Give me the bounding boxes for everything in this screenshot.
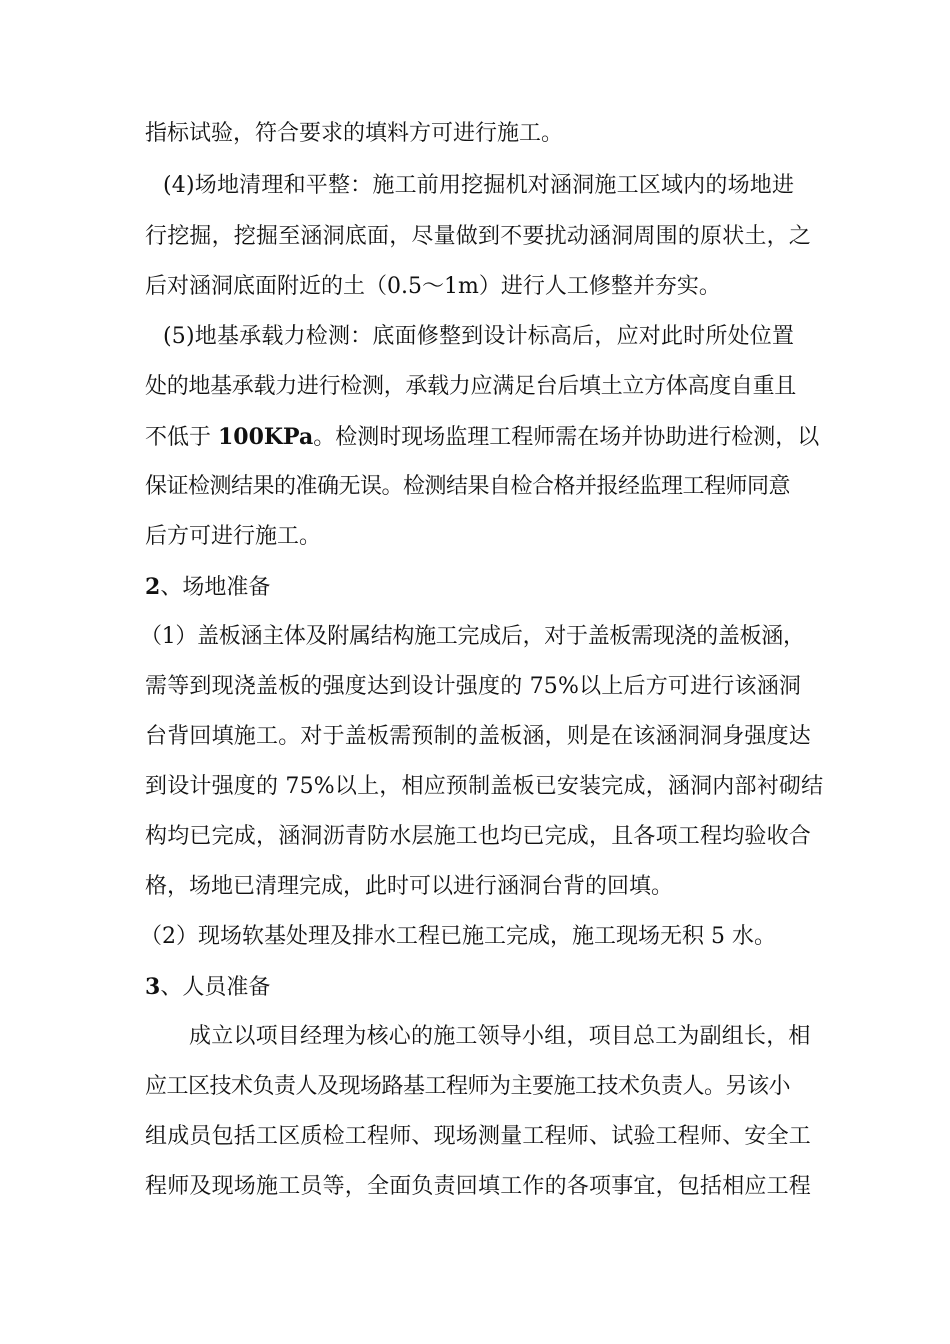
- paragraph-line: 格，场地已清理完成，此时可以进行涵洞台背的回填。: [145, 874, 674, 899]
- paragraph-line: （2）现场软基处理及排水工程已施工完成，施工现场无积 5 水。: [140, 924, 776, 949]
- paragraph-line: [145, 423, 820, 451]
- paragraph-line: 构均已完成，涵洞沥青防水层施工也均已完成，且各项工程均验收合: [145, 824, 812, 849]
- paragraph-line: 指标试验，符合要求的填料方可进行施工。: [145, 121, 564, 146]
- paragraph-line: 保证检测结果的准确无误。检测结果自检合格并报经监理工程师同意: [145, 474, 791, 499]
- bearing-capacity-value: 100KPa: [218, 424, 314, 450]
- paragraph-line: 组成员包括工区质检工程师、现场测量工程师、试验工程师、安全工: [145, 1124, 812, 1149]
- paragraph-line: (5)地基承载力检测：底面修整到设计标高后，应对此时所处位置: [163, 324, 795, 349]
- paragraph-line: 处的地基承载力进行检测，承载力应满足台后填土立方体高度自重且: [145, 374, 797, 399]
- paragraph-line: 台背回填施工。对于盖板需预制的盖板涵，则是在该涵洞洞身强度达: [145, 724, 812, 749]
- paragraph-line: 需等到现浇盖板的强度达到设计强度的 75%以上后方可进行该涵洞: [145, 674, 802, 699]
- section-number: 3: [145, 974, 161, 1000]
- text-segment: 。检测时现场监理工程师需在场并协助进行检测，以: [313, 425, 820, 450]
- paragraph-line: 后方可进行施工。: [145, 524, 322, 549]
- section-title: 、人员准备: [160, 975, 271, 1000]
- paragraph-line: (4)场地清理和平整：施工前用挖掘机对涵洞施工区域内的场地进: [163, 173, 795, 198]
- paragraph-line: 到设计强度的 75%以上，相应预制盖板已安装完成，涵洞内部衬砌结: [145, 774, 824, 799]
- paragraph-line: 成立以项目经理为核心的施工领导小组，项目总工为副组长，相: [189, 1024, 811, 1049]
- section-title: 、场地准备: [160, 575, 271, 600]
- paragraph-line: 后对涵洞底面附近的土（0.5～1m）进行人工修整并夯实。: [145, 274, 721, 299]
- paragraph-line: 行挖掘，挖掘至涵洞底面，尽量做到不要扰动涵洞周围的原状土，之: [145, 224, 812, 249]
- paragraph-line: 应工区技术负责人及现场路基工程师为主要施工技术负责人。另该小: [145, 1074, 791, 1099]
- paragraph-line: （1）盖板涵主体及附属结构施工完成后，对于盖板需现浇的盖板涵，: [140, 624, 805, 649]
- section-heading: [145, 973, 810, 1001]
- section-heading: [145, 573, 810, 601]
- section-number: 2: [145, 574, 161, 600]
- text-segment: 不低于: [145, 425, 218, 450]
- paragraph-line: 程师及现场施工员等，全面负责回填工作的各项事宜，包括相应工程: [145, 1174, 812, 1199]
